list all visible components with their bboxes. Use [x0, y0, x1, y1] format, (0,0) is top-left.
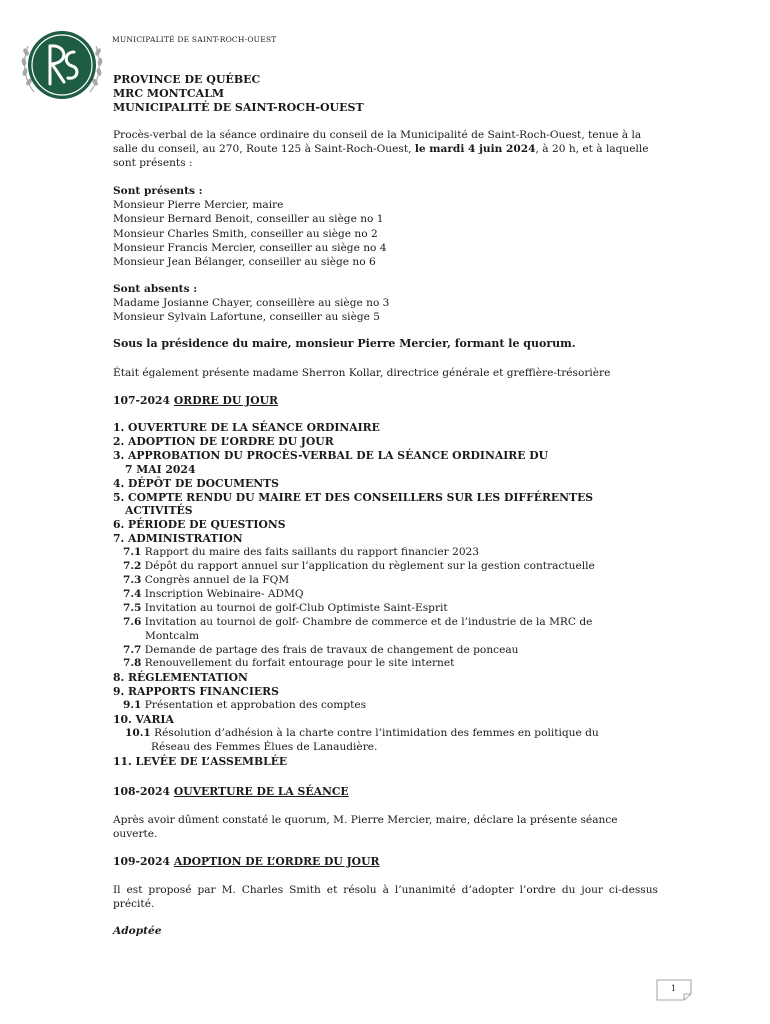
resolution-heading: ORDRE DU JOUR	[173, 394, 278, 407]
resolution-109-text: Il est proposé par M. Charles Smith et résolu à l’unanimité d’adopter l’ordre du jour ci-dessus précité.	[113, 884, 658, 911]
agenda-subitem-continued: Réseau des Femmes Élues de Lanaudière.	[151, 740, 378, 753]
resolution-heading: ADOPTION DE L’ORDRE DU JOUR	[173, 855, 380, 868]
address-block	[113, 73, 364, 115]
absent-members	[113, 282, 389, 325]
present-members	[113, 184, 387, 269]
secretary-statement: Était également présente madame Sherron Kollar, directrice générale et greffière-trésorière	[113, 367, 611, 379]
header-municipality: MUNICIPALITÉ DE SAINT-ROCH-OUEST	[112, 35, 277, 44]
agenda-subitem	[113, 616, 633, 630]
resolution-108-title	[113, 785, 349, 799]
agenda-subitem	[113, 588, 633, 602]
agenda-subitem	[113, 574, 633, 588]
present-heading: Sont présents :	[113, 185, 203, 197]
presidence-statement: Sous la présidence du maire, monsieur Pierre Mercier, formant le quorum.	[113, 337, 576, 350]
agenda-item: 11. LEVÉE DE L’ASSEMBLÉE	[113, 754, 288, 768]
absent-member: Madame Josianne Chayer, conseillère au siège no 3	[113, 297, 390, 310]
subitem-number: 7.3	[123, 573, 142, 586]
subitem-text: Résolution d’adhésion à la charte contre l’intimidation des femmes en politique du	[150, 726, 599, 739]
agenda-subitem	[113, 699, 633, 713]
resolution-number: 108-2024	[113, 785, 171, 798]
address-mrc: MRC MONTCALM	[113, 87, 225, 100]
preamble-paragraph	[113, 128, 653, 171]
agenda-item: 5. COMPTE RENDU DU MAIRE ET DES CONSEILLERS SUR LES DIFFÉRENTES	[113, 490, 594, 504]
subitem-number: 7.7	[123, 643, 142, 656]
subitem-text: Inscription Webinaire- ADMQ	[141, 587, 304, 600]
present-member: Monsieur Charles Smith, conseiller au siège no 2	[113, 227, 378, 240]
adopted-label: Adoptée	[113, 925, 162, 937]
resolution-heading: OUVERTURE DE LA SÉANCE	[173, 785, 349, 798]
subitem-text: Renouvellement du forfait entourage pour le site internet	[141, 657, 455, 670]
subitem-text: Présentation et approbation des comptes	[141, 699, 367, 712]
subitem-number: 7.2	[123, 560, 142, 573]
agenda-item: 9. RAPPORTS FINANCIERS	[113, 685, 279, 699]
agenda-item: 10. VARIA	[113, 713, 174, 727]
agenda-subitem	[113, 602, 633, 616]
meeting-date: le mardi 4 juin 2024	[414, 143, 536, 156]
subitem-number: 7.5	[123, 601, 142, 614]
page-number: 1	[671, 984, 677, 993]
subitem-text: Demande de partage des frais de travaux de changement de ponceau	[141, 643, 519, 656]
resolution-107-title	[113, 394, 278, 408]
subitem-number: 7.8	[123, 657, 142, 670]
present-member: Monsieur Bernard Benoit, conseiller au siège no 1	[113, 213, 384, 226]
agenda-item-continued: ACTIVITÉS	[125, 504, 193, 518]
present-member: Monsieur Pierre Mercier, maire	[113, 199, 284, 212]
preamble-after: , à 20 h, et à laquelle sont présents :	[113, 143, 649, 170]
agenda-item: 4. DÉPÔT DE DOCUMENTS	[113, 476, 279, 490]
subitem-text: Congrès annuel de la FQM	[141, 573, 290, 586]
present-member: Monsieur Jean Bélanger, conseiller au siège no 6	[113, 256, 376, 269]
subitem-number: 7.4	[123, 587, 142, 600]
absent-heading: Sont absents :	[113, 283, 198, 295]
agenda-subitem	[113, 657, 633, 671]
agenda-list	[113, 421, 633, 769]
resolution-108-text: Après avoir dûment constaté le quorum, M. Pierre Mercier, maire, déclare la présente séance ouverte.	[113, 814, 618, 841]
subitem-text: Invitation au tournoi de golf-Club Optimiste Saint-Esprit	[141, 601, 448, 614]
subitem-text: Invitation au tournoi de golf- Chambre de commerce et de l’industrie de la MRC de	[141, 615, 593, 628]
resolution-109-title	[113, 855, 379, 869]
agenda-item: 1. OUVERTURE DE LA SÉANCE ORDINAIRE	[113, 421, 380, 434]
preamble-before: Procès-verbal de la séance ordinaire du conseil de la Municipalité de Saint-Roch-Ouest, tenue à la salle du conseil, au 270, Route 125 à Saint-Roch-Ouest,	[113, 129, 642, 156]
resolution-number: 109-2024	[113, 855, 171, 868]
resolution-number: 107-2024	[113, 394, 171, 407]
agenda-item: 2. ADOPTION DE L’ORDRE DU JOUR	[113, 434, 334, 448]
agenda-subitem	[113, 727, 633, 741]
agenda-item: 3. APPROBATION DU PROCÈS-VERBAL DE LA SÉANCE ORDINAIRE DU	[113, 448, 548, 462]
subitem-number: 10.1	[125, 726, 151, 739]
subitem-text: Dépôt du rapport annuel sur l’application du règlement sur la gestion contractuelle	[141, 560, 595, 573]
agenda-subitem-continued: Montcalm	[145, 629, 199, 642]
agenda-item-continued: 7 MAI 2024	[125, 462, 196, 476]
subitem-number: 9.1	[123, 699, 142, 712]
agenda-subitem	[113, 546, 633, 560]
absent-member: Monsieur Sylvain Lafortune, conseiller au siège 5	[113, 311, 380, 324]
agenda-item: 7. ADMINISTRATION	[113, 532, 243, 546]
subitem-text: Rapport du maire des faits saillants du rapport financier 2023	[141, 546, 480, 559]
agenda-subitem	[113, 560, 633, 574]
address-municipality: MUNICIPALITÉ DE SAINT-ROCH-OUEST	[113, 101, 364, 114]
present-member: Monsieur Francis Mercier, conseiller au siège no 4	[113, 241, 387, 254]
address-province: PROVINCE DE QUÉBEC	[113, 73, 261, 86]
agenda-subitem	[113, 644, 633, 658]
subitem-number: 7.1	[123, 546, 142, 559]
logo-disc	[28, 31, 96, 99]
agenda-item: 6. PÉRIODE DE QUESTIONS	[113, 518, 286, 532]
subitem-number: 7.6	[123, 615, 142, 628]
municipality-logo	[20, 22, 104, 106]
agenda-item: 8. RÉGLEMENTATION	[113, 671, 248, 685]
